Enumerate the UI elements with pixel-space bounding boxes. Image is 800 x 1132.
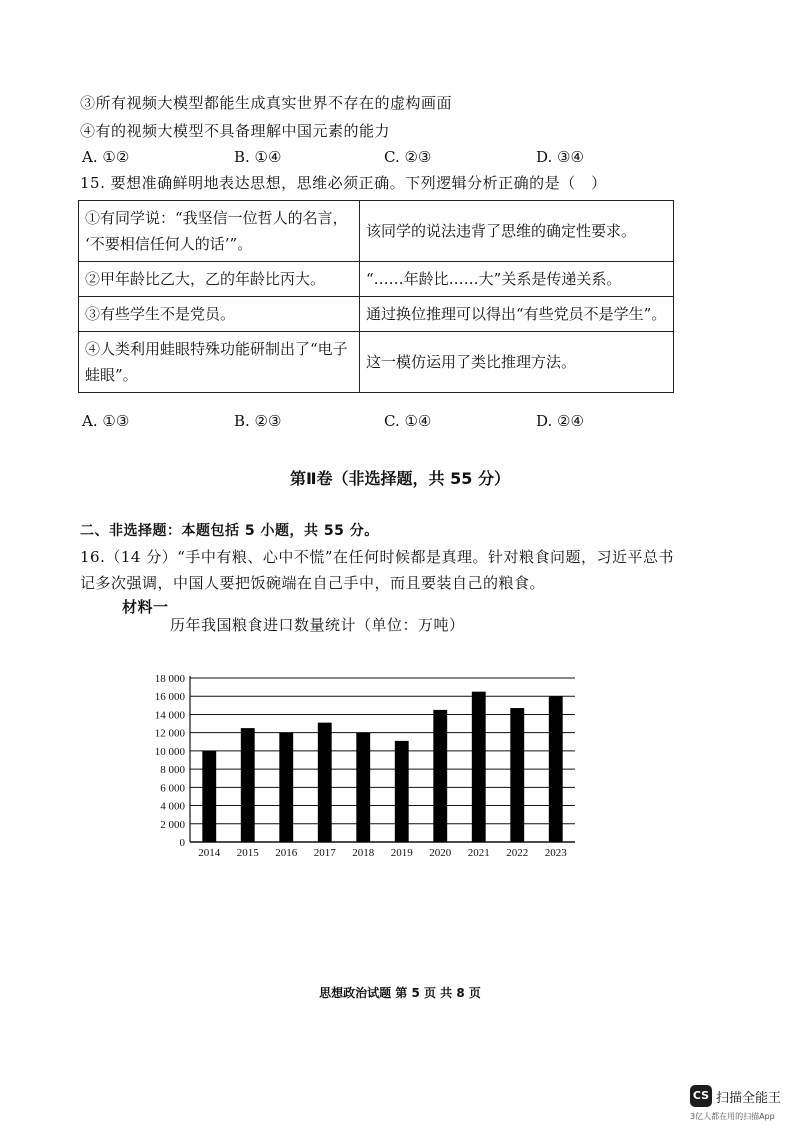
x-tick-label: 2015 (236, 847, 259, 859)
q16-line-2: 记多次强调，中国人要把饭碗端在自己手中，而且要装自己的粮食。 (80, 574, 546, 592)
y-tick-label: 0 (179, 837, 185, 849)
bar-2017 (318, 723, 332, 842)
q14-item-3: ③所有视频大模型都能生成真实世界不存在的虚构画面 (80, 94, 453, 112)
q15-stem: 15. 要想准确鲜明地表达思想，思维必须正确。下列逻辑分析正确的是（ ） (80, 174, 607, 192)
bar-2014 (202, 751, 216, 842)
bar-2016 (279, 733, 293, 842)
bar-2019 (395, 741, 409, 842)
y-tick-label: 2 000 (160, 818, 185, 831)
watermark-tagline: 3亿人都在用的扫描App (690, 1112, 775, 1121)
x-tick-label: 2016 (275, 847, 298, 859)
q15-row4-left: ④人类利用蛙眼特殊功能研制出了“电子 蛙眼”。 (79, 332, 360, 393)
chart-title: 历年我国粮食进口数量统计（单位：万吨） (170, 616, 465, 634)
q15-row2-right: “……年龄比……大”关系是传递关系。 (360, 262, 674, 297)
q14-option-b: B. ①④ (234, 148, 282, 166)
x-tick-label: 2021 (467, 847, 490, 859)
y-tick-label: 4 000 (160, 800, 185, 813)
section-heading: 二、非选择题：本题包括 5 小题，共 55 分。 (80, 523, 379, 539)
table-row (79, 332, 674, 393)
bar-2018 (356, 733, 370, 842)
q14-option-a: A. ①② (82, 148, 130, 166)
y-tick-label: 14 000 (154, 709, 185, 722)
q15-row1-left: ①有同学说：“我坚信一位哲人的名言， ‘不要相信任何人的话’”。 (79, 201, 360, 262)
q15-option-a: A. ①③ (82, 412, 130, 430)
y-tick-label: 16 000 (154, 691, 185, 704)
section-title: 第Ⅱ卷（非选择题，共 55 分） (290, 469, 510, 488)
table-row (79, 297, 674, 332)
q16-line-1: 16.（14 分）“手中有粮、心中不慌”在任何时候都是真理。针对粮食问题，习近平总书 (80, 548, 675, 566)
q15-row1-right: 该同学的说法违背了思维的确定性要求。 (360, 201, 674, 262)
q15-option-d: D. ②④ (536, 412, 584, 430)
x-tick-label: 2023 (544, 847, 567, 859)
x-tick-label: 2017 (313, 847, 336, 859)
q14-option-c: C. ②③ (384, 148, 432, 166)
q15-row2-left: ②甲年龄比乙大，乙的年龄比丙大。 (79, 262, 360, 297)
q15-row3-left: ③有些学生不是党员。 (79, 297, 360, 332)
y-tick-label: 10 000 (154, 745, 185, 758)
x-tick-label: 2014 (198, 847, 221, 859)
q14-option-d: D. ③④ (536, 148, 584, 166)
x-tick-label: 2018 (352, 847, 375, 859)
q15-option-b: B. ②③ (234, 412, 282, 430)
table-row (79, 201, 674, 262)
x-tick-label: 2020 (429, 847, 452, 859)
q15-row4-right: 这一模仿运用了类比推理方法。 (360, 332, 674, 393)
q16-material-label: 材料一 (122, 598, 169, 616)
page-footer: 思想政治试题 第 5 页 共 8 页 (319, 986, 481, 1000)
bar-2021 (472, 692, 486, 842)
table-row (79, 262, 674, 297)
scanner-watermark (690, 1085, 800, 1125)
y-tick-label: 18 000 (154, 673, 185, 685)
x-tick-label: 2022 (506, 847, 529, 859)
y-tick-label: 12 000 (154, 727, 185, 740)
q15-row3-right: 通过换位推理可以得出“有些党员不是学生”。 (360, 297, 674, 332)
bar-2023 (549, 696, 563, 842)
q14-item-4: ④有的视频大模型不具备理解中国元素的能力 (80, 122, 391, 140)
y-tick-label: 6 000 (160, 782, 185, 795)
bar-2015 (241, 728, 255, 842)
x-tick-label: 2019 (390, 847, 413, 859)
grain-import-chart (140, 664, 600, 864)
bar-2022 (510, 708, 524, 842)
watermark-name: 扫描全能王 (716, 1091, 782, 1106)
bar-2020 (433, 710, 447, 842)
cs-logo-icon: CS (690, 1085, 712, 1107)
q15-option-c: C. ①④ (384, 412, 432, 430)
y-tick-label: 8 000 (160, 764, 185, 777)
q15-table (78, 200, 674, 393)
